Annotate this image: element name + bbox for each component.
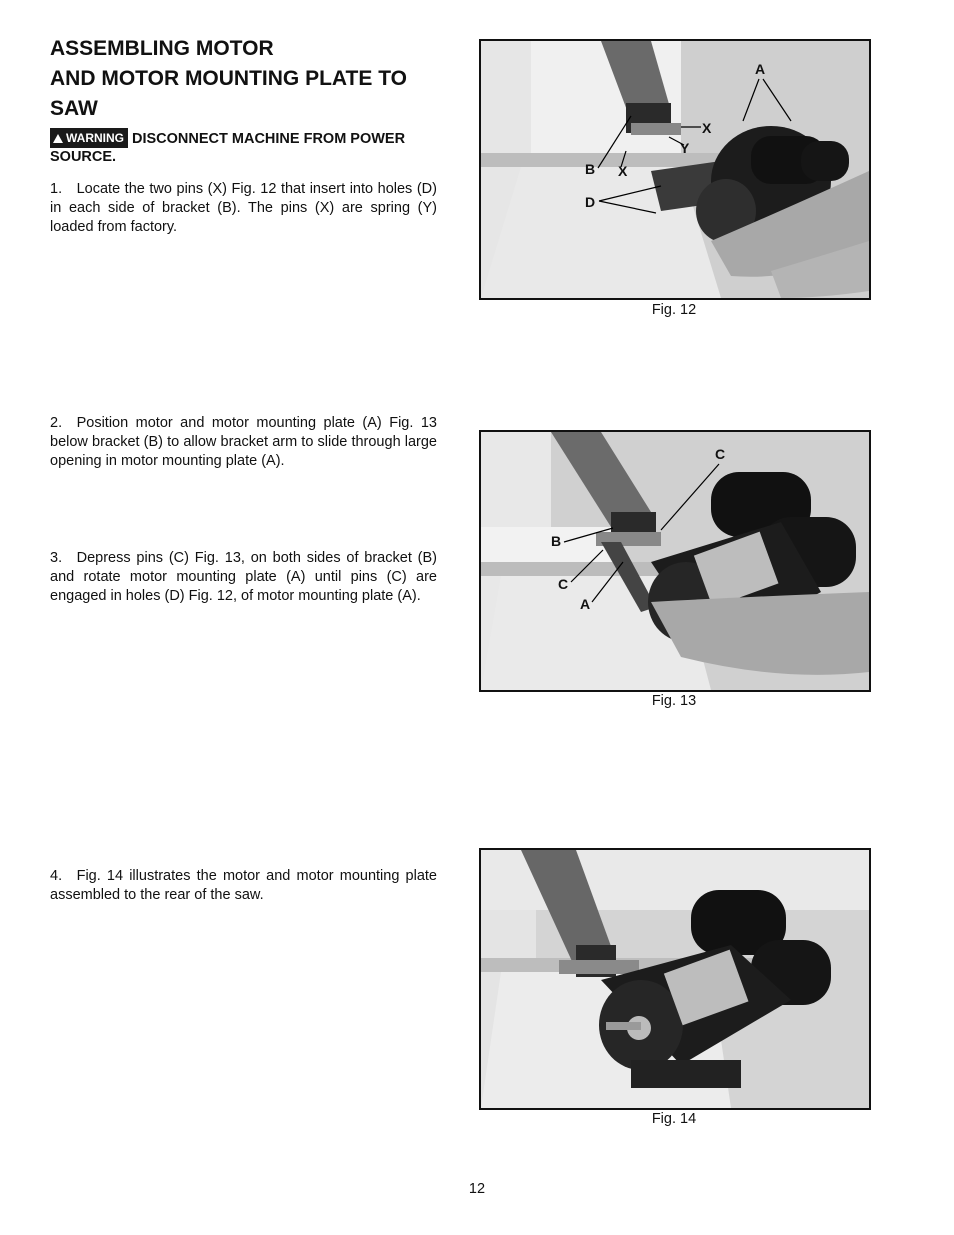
figure-12-photo xyxy=(479,39,871,300)
callout-c-top: C xyxy=(715,446,726,462)
step-3-text: 3. Depress pins (C) Fig. 13, on both sides of bracket (B) and rotate motor mounting plate (A) until pins (C) are engaged in holes (D) Fig. 12, of motor mounting plate (A). xyxy=(50,550,437,604)
step-2-text: 2. Position motor and motor mounting plate (A) Fig. 13 below bracket (B) to allow bracket arm to slide through large opening in motor mounting plate (A). xyxy=(50,415,437,469)
step-1-text: 1. Locate the two pins (X) Fig. 12 that insert into holes (D) in each side of bracket (B). The pins (X) are spring (Y) loaded from factory. xyxy=(50,181,437,235)
warning-text: DISCONNECT MACHINE FROM POWER SOURCE. xyxy=(50,131,406,165)
warning-triangle-icon xyxy=(53,134,63,143)
page-title xyxy=(50,34,450,124)
figure-13-caption: Fig. 13 xyxy=(651,693,697,709)
callout-y: Y xyxy=(680,140,690,156)
figure-13-photo xyxy=(479,430,871,692)
callout-a: A xyxy=(580,596,591,612)
figure-13-leader-lines xyxy=(481,432,869,690)
callout-b: B xyxy=(551,533,562,549)
callout-a: A xyxy=(755,61,766,77)
callout-x-right: X xyxy=(702,120,712,136)
step-4-text: 4. Fig. 14 illustrates the motor and motor mounting plate assembled to the rear of the saw. xyxy=(50,868,437,903)
title-line-3: SAW xyxy=(50,97,98,120)
callout-d: D xyxy=(585,194,596,210)
page-number: 12 xyxy=(468,1181,486,1197)
callout-x-left: X xyxy=(618,163,628,179)
warning-badge-label: WARNING xyxy=(66,131,124,145)
figure-14-caption: Fig. 14 xyxy=(651,1111,697,1127)
figure-14-photo xyxy=(479,848,871,1110)
warning-badge xyxy=(50,128,128,148)
figure-12-caption: Fig. 12 xyxy=(651,302,697,318)
figure-12-leader-lines xyxy=(481,41,869,298)
callout-b: B xyxy=(585,161,596,177)
title-line-1: ASSEMBLING MOTOR xyxy=(50,37,274,60)
warning-notice xyxy=(50,128,440,166)
callout-c-left: C xyxy=(558,576,569,592)
title-line-2: AND MOTOR MOUNTING PLATE TO xyxy=(50,67,407,90)
